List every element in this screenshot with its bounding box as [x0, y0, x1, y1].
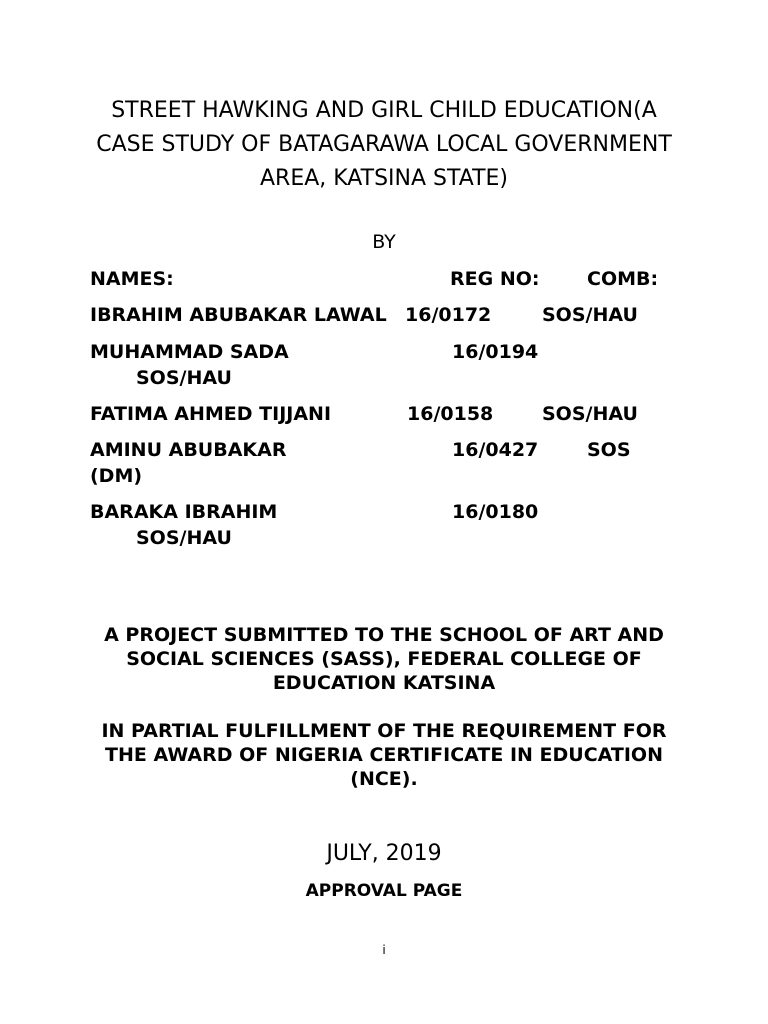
student-reg-no: 16/0172	[405, 304, 492, 326]
student-comb: SOS (DM)	[90, 439, 631, 487]
student-name: MUHAMMAD SADA	[90, 341, 289, 363]
names-header: NAMES:	[90, 268, 174, 290]
student-reg-no: 16/0194	[452, 341, 539, 363]
student-name: IBRAHIM ABUBAKAR LAWAL	[90, 304, 387, 326]
by-label: BY	[372, 231, 396, 253]
approval-page-heading: APPROVAL PAGE	[305, 881, 463, 901]
student-reg-no: 16/0180	[452, 501, 539, 523]
fulfillment-statement: IN PARTIAL FULFILLMENT OF THE REQUIREMENT FOR THE AWARD OF NIGERIA CERTIFICATE IN EDUCATION (NCE).	[101, 720, 667, 790]
student-name: FATIMA AHMED TIJJANI	[90, 403, 332, 425]
submission-statement: A PROJECT SUBMITTED TO THE SCHOOL OF ART AND SOCIAL SCIENCES (SASS), FEDERAL COLLEGE OF EDUCATION KATSINA	[104, 624, 664, 694]
student-comb: SOS/HAU	[136, 367, 232, 389]
reg-no-header: REG NO:	[450, 268, 540, 290]
page-number: i	[382, 943, 386, 957]
student-comb: SOS/HAU	[136, 527, 232, 549]
student-name: AMINU ABUBAKAR	[90, 439, 287, 461]
student-name: BARAKA IBRAHIM	[90, 501, 278, 523]
student-comb: SOS/HAU	[542, 304, 638, 326]
submission-date: JULY, 2019	[326, 841, 442, 866]
student-comb: SOS/HAU	[542, 403, 638, 425]
student-reg-no: 16/0427	[452, 439, 539, 461]
project-title: STREET HAWKING AND GIRL CHILD EDUCATION(A CASE STUDY OF BATAGARAWA LOCAL GOVERNMENT AREA, KATSINA STATE)	[96, 98, 672, 191]
comb-header: COMB:	[587, 268, 659, 290]
student-reg-no: 16/0158	[407, 403, 494, 425]
